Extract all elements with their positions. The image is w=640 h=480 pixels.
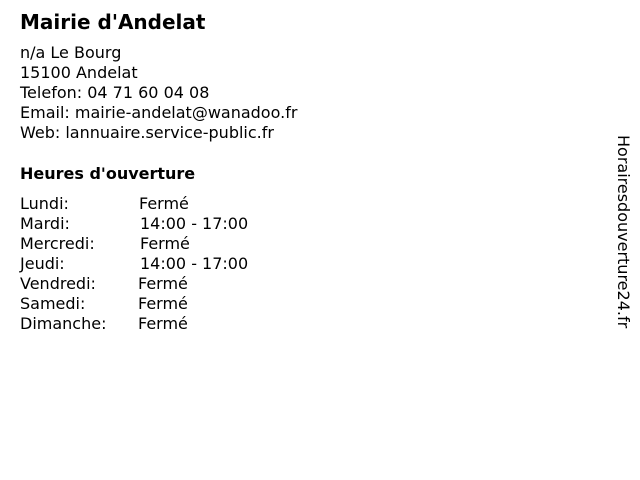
hours-value: Fermé [140, 234, 190, 253]
day-label: Mercredi: [20, 234, 95, 253]
opening-hours-table [20, 194, 300, 334]
hours-row-friday [20, 274, 300, 294]
site-brand-vertical: Horairesdouverture24.fr [614, 135, 633, 329]
hours-row-thursday [20, 254, 300, 274]
hours-value: Fermé [139, 194, 189, 213]
email-address: Email: mairie-andelat@wanadoo.fr [20, 103, 298, 122]
day-label: Jeudi: [20, 254, 65, 273]
hours-row-wednesday [20, 234, 300, 254]
opening-hours-heading: Heures d'ouverture [20, 164, 196, 183]
day-label: Lundi: [20, 194, 69, 213]
hours-value: Fermé [138, 294, 188, 313]
day-label: Samedi: [20, 294, 86, 313]
hours-value: 14:00 - 17:00 [140, 214, 249, 233]
website: Web: lannuaire.service-public.fr [20, 123, 274, 142]
hours-row-monday [20, 194, 300, 214]
hours-value: Fermé [138, 314, 188, 333]
page-title: Mairie d'Andelat [20, 10, 206, 34]
street-address: n/a Le Bourg [20, 43, 122, 62]
day-label: Vendredi: [20, 274, 96, 293]
hours-value: 14:00 - 17:00 [140, 254, 249, 273]
day-label: Mardi: [20, 214, 70, 233]
address-block [20, 43, 297, 143]
hours-value: Fermé [138, 274, 188, 293]
city-postal: 15100 Andelat [20, 63, 138, 82]
hours-row-tuesday [20, 214, 300, 234]
day-label: Dimanche: [20, 314, 107, 333]
phone-number: Telefon: 04 71 60 04 08 [20, 83, 210, 102]
hours-row-sunday [20, 314, 300, 334]
hours-row-saturday [20, 294, 300, 314]
